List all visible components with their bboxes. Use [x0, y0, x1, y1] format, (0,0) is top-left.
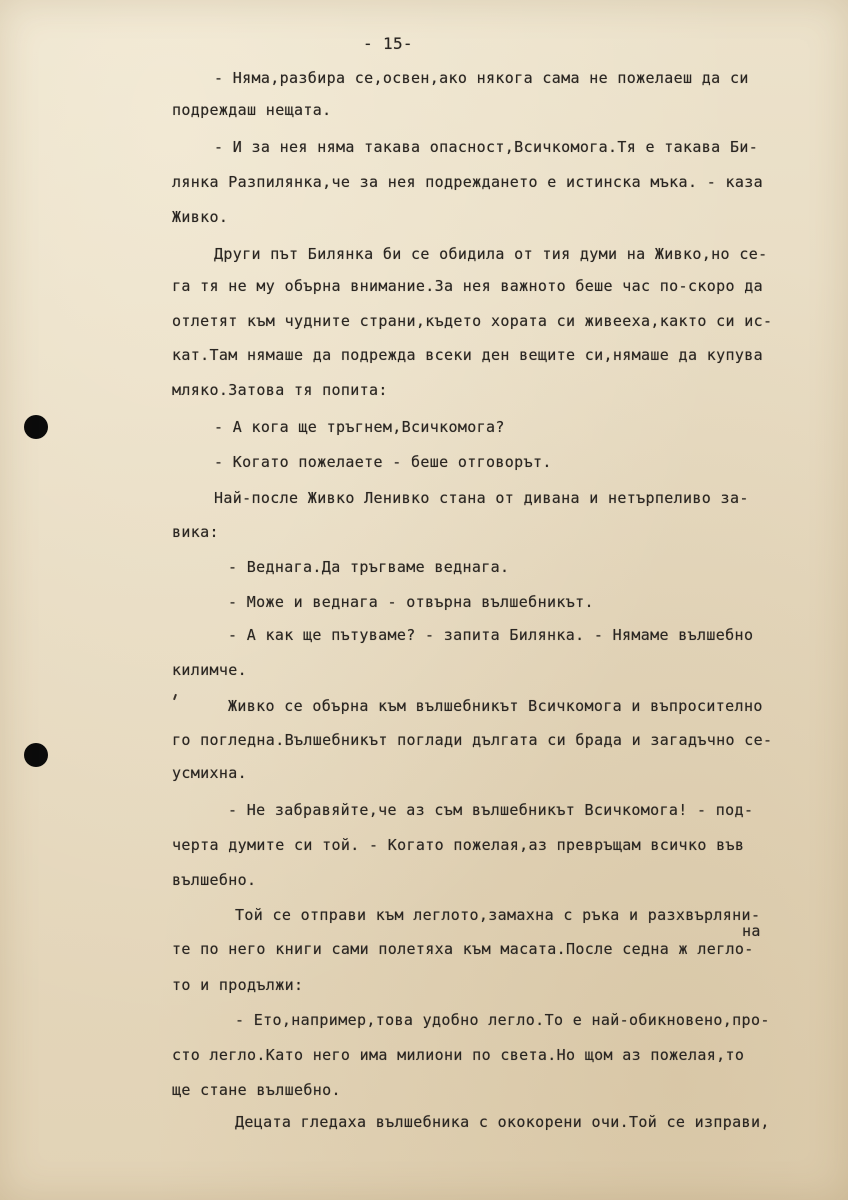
- text-line: Той се отправи към леглото,замахна с ръка и разхвърляни-: [235, 906, 761, 924]
- text-line: отлетят към чудните страни,където хората си живееха,както си ис-: [172, 312, 773, 330]
- text-line: мляко.Затова тя попита:: [172, 381, 388, 399]
- text-line: - Не забравяйте,че аз съм вълшебникът Всичкомога! - под-: [228, 801, 754, 819]
- text-line: килимче.: [172, 661, 248, 679]
- text-line: - Няма,разбира се,освен,ако някога сама не пожелаеш да си: [214, 69, 749, 87]
- text-line: то и продължи:: [172, 976, 304, 994]
- punch-hole: [24, 415, 48, 439]
- page-number: - 15-: [363, 34, 413, 53]
- text-line: - Веднага.Да тръгваме веднага.: [228, 558, 510, 576]
- text-line: вика:: [172, 523, 219, 541]
- text-insertion: на: [742, 922, 761, 940]
- text-line: Най-после Живко Ленивко стана от дивана и нетърпеливо за-: [214, 489, 749, 507]
- text-line: кат.Там нямаше да подрежда всеки ден вещите си,нямаше да купува: [172, 346, 763, 364]
- text-line: сто легло.Като него има милиони по света.Но щом аз пожелая,то: [172, 1046, 745, 1064]
- text-line: - И за нея няма такава опасност,Всичкомога.Тя е такава Би-: [214, 138, 759, 156]
- stray-ink-mark: [173, 694, 177, 700]
- text-line: - Ето,например,това удобно легло.То е най-обикновено,про-: [235, 1011, 770, 1029]
- text-line: Други път Билянка би се обидила от тия думи на Живко,но се-: [214, 245, 768, 263]
- text-line: - А кога ще тръгнем,Всичкомога?: [214, 418, 505, 436]
- text-line: лянка Разпилянка,че за нея подреждането е истинска мъка. - каза: [172, 173, 763, 191]
- text-line: - Може и веднага - отвърна вълшебникът.: [228, 593, 594, 611]
- punch-hole: [24, 743, 48, 767]
- text-line: черта думите си той. - Когато пожелая,аз превръщам всичко във: [172, 836, 745, 854]
- text-line: ще стане вълшебно.: [172, 1081, 341, 1099]
- text-line: га тя не му обърна внимание.За нея важното беше час по-скоро да: [172, 277, 763, 295]
- text-line: Децата гледаха вълшебника с ококорени очи.Той се изправи,: [235, 1113, 770, 1131]
- text-line: Живко.: [172, 208, 229, 226]
- text-line: подреждаш нещата.: [172, 101, 332, 119]
- text-line: те по него книги сами полетяха към масата.После седна ж легло-: [172, 940, 754, 958]
- text-line: вълшебно.: [172, 871, 257, 889]
- text-line: усмихна.: [172, 764, 248, 782]
- text-line: Живко се обърна към вълшебникът Всичкомога и въпросително: [228, 697, 763, 715]
- text-line: го погледна.Вълшебникът поглади дългата си брада и загадъчно се-: [172, 731, 773, 749]
- text-line: - Когато пожелаете - беше отговорът.: [214, 453, 552, 471]
- text-line: - А как ще пътуваме? - запита Билянка. - Нямаме вълшебно: [228, 626, 754, 644]
